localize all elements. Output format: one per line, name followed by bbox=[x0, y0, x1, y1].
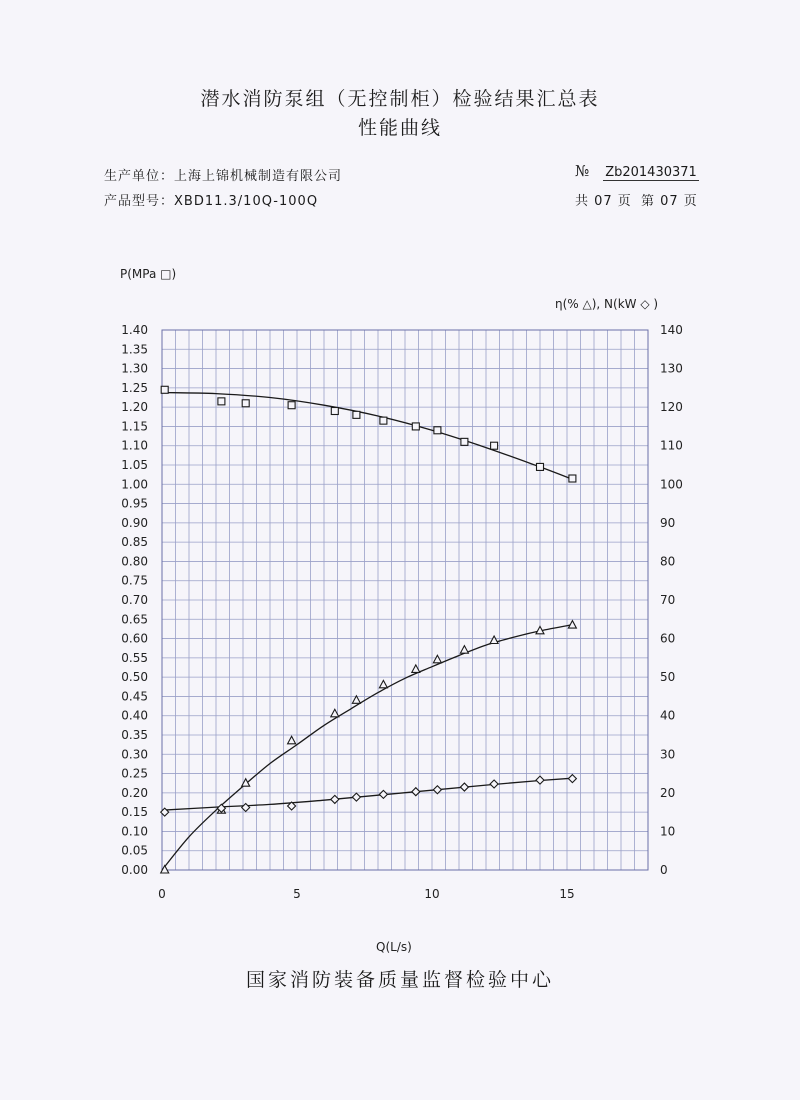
point-N bbox=[352, 793, 360, 801]
y-right-tick-label: 40 bbox=[660, 708, 676, 723]
point-P bbox=[353, 411, 360, 418]
y-left-tick-label: 1.15 bbox=[121, 419, 148, 434]
model-value: XBD11.3/10Q-100Q bbox=[174, 194, 319, 209]
y-right-tick-label: 110 bbox=[660, 438, 683, 453]
left-axis-title: P(MPa □) bbox=[120, 267, 177, 281]
y-right-tick-label: 90 bbox=[660, 515, 676, 530]
y-left-tick-label: 1.30 bbox=[121, 361, 148, 376]
y-left-tick-label: 0.65 bbox=[121, 612, 148, 627]
y-right-tick-label: 20 bbox=[660, 785, 676, 800]
y-right-tick-label: 70 bbox=[660, 593, 676, 607]
report-title: 潜水消防泵组（无控制柜）检验结果汇总表 bbox=[200, 88, 600, 110]
total-pages: 共 07 页 bbox=[575, 194, 632, 209]
y-left-tick-label: 0.80 bbox=[121, 554, 148, 569]
x-tick-label: 5 bbox=[293, 887, 301, 901]
point-η bbox=[460, 646, 468, 654]
y-left-tick-label: 0.75 bbox=[121, 573, 148, 588]
point-P bbox=[161, 386, 168, 393]
point-P bbox=[569, 475, 576, 482]
y-left-tick-label: 0.10 bbox=[121, 824, 148, 839]
point-P bbox=[218, 398, 225, 405]
y-left-tick-label: 0.95 bbox=[121, 496, 148, 511]
y-right-tick-label: 0 bbox=[660, 863, 668, 877]
x-tick-label: 0 bbox=[158, 887, 166, 901]
y-left-tick-label: 0.30 bbox=[121, 747, 148, 762]
point-η bbox=[490, 636, 498, 644]
y-left-tick-label: 0.50 bbox=[121, 670, 148, 685]
producer-value: 上海上锦机械制造有限公司 bbox=[174, 169, 343, 184]
report-subtitle: 性能曲线 bbox=[357, 117, 442, 139]
point-N bbox=[379, 790, 387, 798]
y-left-tick-label: 0.00 bbox=[121, 863, 148, 877]
number-symbol: № bbox=[575, 162, 590, 180]
y-left-tick-label: 0.05 bbox=[121, 843, 148, 858]
point-P bbox=[288, 402, 295, 409]
x-tick-label: 15 bbox=[559, 887, 575, 901]
point-P bbox=[242, 400, 249, 407]
y-left-tick-label: 0.25 bbox=[121, 766, 148, 781]
y-left-tick-label: 0.35 bbox=[121, 728, 148, 742]
y-left-tick-label: 0.40 bbox=[121, 708, 148, 723]
y-left-tick-label: 0.45 bbox=[121, 689, 148, 704]
y-right-tick-label: 120 bbox=[660, 400, 683, 415]
y-left-tick-label: 0.85 bbox=[121, 535, 148, 550]
y-left-tick-label: 1.05 bbox=[121, 458, 148, 472]
y-right-tick-label: 60 bbox=[660, 631, 676, 646]
producer-label: 生产单位： bbox=[104, 169, 175, 184]
point-P bbox=[412, 423, 419, 430]
y-left-tick-label: 0.70 bbox=[121, 593, 148, 607]
y-right-tick-label: 140 bbox=[660, 323, 683, 337]
point-P bbox=[537, 463, 544, 470]
point-P bbox=[380, 417, 387, 424]
y-left-tick-label: 1.35 bbox=[121, 342, 148, 357]
y-right-tick-label: 130 bbox=[660, 361, 683, 376]
y-left-tick-label: 1.00 bbox=[121, 477, 148, 492]
curve-η bbox=[162, 625, 572, 870]
y-left-tick-label: 1.10 bbox=[121, 438, 148, 453]
point-P bbox=[461, 438, 468, 445]
issuer-footer: 国家消防装备质量监督检验中心 bbox=[245, 969, 554, 991]
y-left-tick-label: 1.20 bbox=[121, 400, 148, 415]
curve-P bbox=[162, 393, 572, 480]
x-axis-title: Q(L/s) bbox=[376, 940, 412, 954]
curve-N bbox=[162, 778, 572, 810]
right-axis-title: η(% △), N(kW ◇ ) bbox=[555, 297, 659, 311]
point-η bbox=[568, 621, 576, 629]
point-η bbox=[352, 696, 360, 704]
y-left-tick-label: 0.15 bbox=[121, 805, 148, 820]
report-number-value: Zb201430371 bbox=[605, 165, 697, 180]
point-N bbox=[490, 780, 498, 788]
y-left-tick-label: 0.60 bbox=[121, 631, 148, 646]
point-P bbox=[491, 442, 498, 449]
point-N bbox=[460, 783, 468, 791]
y-right-tick-label: 30 bbox=[660, 747, 676, 762]
point-N bbox=[568, 775, 576, 783]
point-N bbox=[536, 776, 544, 784]
x-tick-label: 10 bbox=[424, 887, 440, 901]
y-right-tick-label: 10 bbox=[660, 824, 676, 839]
point-P bbox=[331, 408, 338, 415]
y-left-tick-label: 1.25 bbox=[121, 380, 148, 395]
y-left-tick-label: 0.20 bbox=[121, 785, 148, 800]
model-label: 产品型号： bbox=[104, 194, 175, 209]
point-η bbox=[288, 736, 296, 744]
point-η bbox=[379, 680, 387, 688]
page-number: 第 07 页 bbox=[640, 194, 698, 209]
point-η bbox=[433, 655, 441, 663]
y-left-tick-label: 0.55 bbox=[121, 650, 148, 665]
y-right-tick-label: 80 bbox=[660, 554, 676, 569]
y-right-tick-label: 100 bbox=[660, 477, 683, 492]
point-P bbox=[434, 427, 441, 434]
y-left-tick-label: 0.90 bbox=[121, 515, 148, 530]
y-left-tick-label: 1.40 bbox=[121, 323, 148, 337]
y-right-tick-label: 50 bbox=[660, 670, 676, 685]
